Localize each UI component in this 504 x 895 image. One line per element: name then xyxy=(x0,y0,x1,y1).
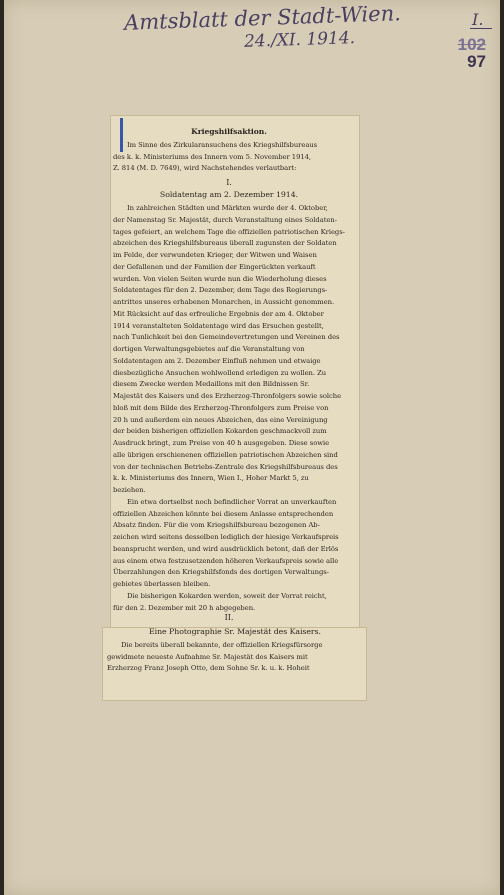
section-numeral: II. xyxy=(224,613,234,622)
article-line: tages gefeiert, an welchem Tage die offiziellen patriotischen Kriegs- xyxy=(113,227,345,236)
article-line: Mit Rücksicht auf das erfreuliche Ergebnis der am 4. Oktober xyxy=(113,309,324,318)
article-line: Im Sinne des Zirkularansuchens des Kriegshilfsbureaus xyxy=(127,141,318,149)
article-line: dortigen Verwaltungsgebietes auf die Veranstaltung von xyxy=(113,345,305,353)
article-headline: Kriegshilfsaktion. xyxy=(191,127,267,136)
section-title: Eine Photographie Sr. Majestät des Kaisers. xyxy=(148,627,321,636)
article-line: Absatz finden. Für die vom Kriegshilfsbureau bezogenen Ab- xyxy=(113,521,320,530)
article-line: k. k. Ministeriums des Innern, Wien I., Hoher Markt 5, zu xyxy=(113,474,309,483)
article-line: Erzherzog Franz Joseph Otto, dem Sohne Sr. k. u. k. Hoheit xyxy=(107,664,310,673)
article-line: alle übrigen erschienenen offiziellen patriotischen Abzeichen sind xyxy=(113,450,338,459)
article-line: gebietes überlassen bleiben. xyxy=(113,580,211,588)
article-line: Soldatentages für den 2. Dezember, dem Tage des Regierungs- xyxy=(113,286,328,295)
section-title: Soldatentag am 2. Dezember 1914. xyxy=(159,190,299,199)
article-line: des k. k. Ministeriums des Innern vom 5. November 1914, xyxy=(113,152,312,161)
article-line: diesem Zwecke werden Medaillons mit den Bildnissen Sr. xyxy=(113,380,310,389)
article-line: diesbezügliche Ansuchen wohlwollend erledigen zu wollen. Zu xyxy=(113,368,327,377)
article-line: offiziellen Abzeichen könnte bei diesem Anlasse entsprechenden xyxy=(113,509,334,518)
article-line: Ein etwa dortselbst noch befindlicher Vorrat an unverkauften xyxy=(127,497,337,506)
article-line: In zahlreichen Städten und Märkten wurde der 4. Oktober, xyxy=(127,204,328,212)
handwritten-date: 24./XI. 1914. xyxy=(243,28,356,52)
article-line: bloß mit dem Bilde des Erzherzog-Thronfolgers zum Preise von xyxy=(113,403,329,412)
article-line: Majestät des Kaisers und des Erzherzog-Thronfolgers sowie solche xyxy=(113,392,342,400)
handwritten-corner-mark: I. xyxy=(472,10,484,29)
article-line: 1914 veranstalteten Soldatentage wird das Ersuchen gestellt, xyxy=(113,321,324,330)
article-line: Die bereits überall bekannte, der offiziellen Kriegsfürsorge xyxy=(121,641,323,649)
article-line: abzeichen des Kriegshilfsbureaus überall zugunsten der Soldaten xyxy=(113,239,337,248)
article-line: der Namenstag Sr. Majestät, durch Veranstaltung eines Soldaten- xyxy=(113,215,337,224)
archive-number-current: 97 xyxy=(467,52,486,71)
article-line: nach Tunlichkeit bei den Gemeindevertretungen und Vereinen des xyxy=(113,333,340,342)
article-line: im Felde, der verwundeten Krieger, der Witwen und Waisen xyxy=(113,251,317,259)
article-line: antrittes unseres erhabenen Monarchen, in Aussicht genommen. xyxy=(113,298,335,306)
article-line: der beiden bisherigen offiziellen Kokarden geschmackvoll zum xyxy=(113,427,327,436)
article-line: beziehen. xyxy=(113,486,146,494)
article-line: Die bisherigen Kokarden werden, soweit der Vorrat reicht, xyxy=(127,591,327,600)
article-line: aus einem etwa festzusetzenden höheren Verkaufspreis sowie alle xyxy=(113,556,339,565)
article-line: wurden. Von vielen Seiten wurde nun die Wiederholung dieses xyxy=(113,274,327,283)
article-line: zeichen wird seitens desselben lediglich der hiesige Verkaufspreis xyxy=(113,533,339,541)
article-line: beansprucht werden, und wird ausdrücklich betont, daß der Erlös xyxy=(113,544,339,553)
article-line: für den 2. Dezember mit 20 h abgegeben. xyxy=(113,603,256,612)
corner-underline xyxy=(470,28,492,29)
article-line: Überzahlungen den Kriegshilfsfonds des dortigen Verwaltungs- xyxy=(113,568,329,577)
article-line: Z. 814 (M. D. 7649), wird Nachstehendes verlautbart: xyxy=(113,164,297,173)
handwritten-title: Amtsblatt der Stadt-Wien. xyxy=(123,1,402,35)
article-line: Ausdruck bringt, zum Preise von 40 h ausgegeben. Diese sowie xyxy=(113,439,330,447)
article-line: der Gefallenen und der Familien der Eingerückten verkauft xyxy=(113,262,316,271)
archive-numbers xyxy=(458,36,486,70)
article-line: gewidmete neueste Aufnahme Sr. Majestät des Kaisers mit xyxy=(107,652,308,661)
section-numeral: I. xyxy=(226,178,232,187)
article-line: von der technischen Betriebs-Zentrale des Kriegshilfsbureaus des xyxy=(113,462,338,471)
archive-number-old: 102 xyxy=(457,35,486,54)
article-line: Soldatentagen am 2. Dezember Einfluß nehmen und etwaige xyxy=(113,356,321,365)
article-line: 20 h und außerdem ein neues Abzeichen, das eine Vereinigung xyxy=(113,415,328,424)
